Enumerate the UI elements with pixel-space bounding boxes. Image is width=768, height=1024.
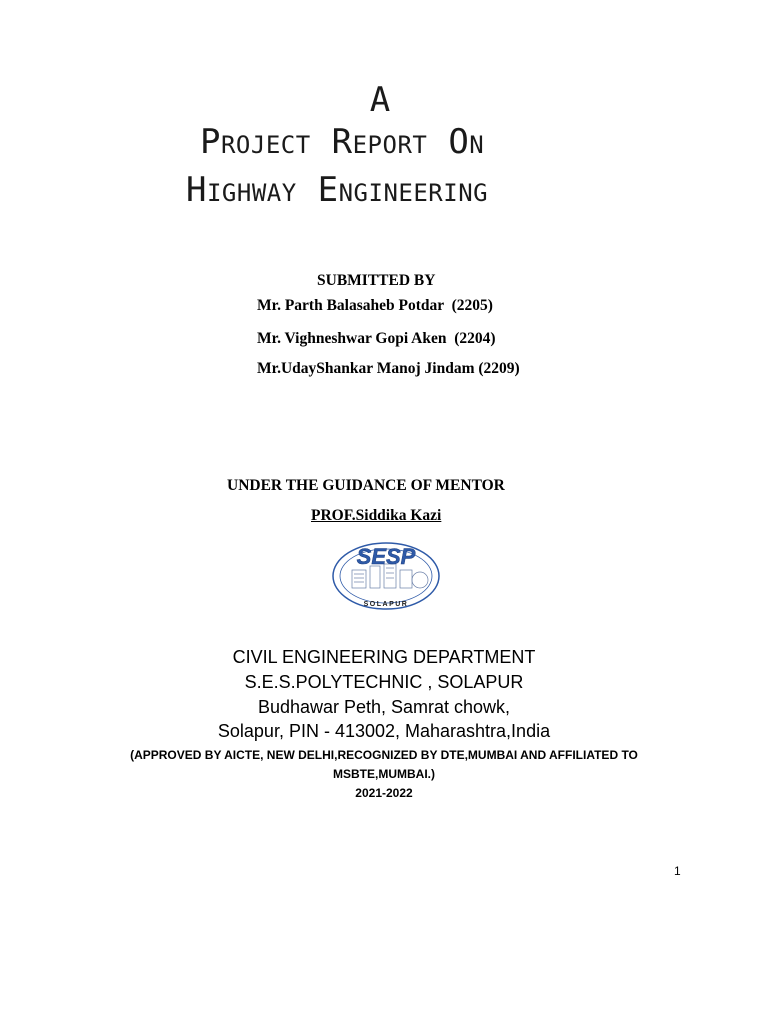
member-2: Mr. Vighneshwar Gopi Aken (2204) xyxy=(257,330,496,347)
college-logo xyxy=(330,540,442,612)
approval-line-1: (APPROVED BY AICTE, NEW DELHI,RECOGNIZED BY DTE,MUMBAI AND AFFILIATED TO xyxy=(130,748,638,762)
academic-year: 2021-2022 xyxy=(355,786,413,800)
logo-text-solapur: SOLAPUR xyxy=(363,601,409,608)
title-line-1: Project Report On xyxy=(200,122,485,162)
title-article: A xyxy=(369,80,391,120)
title-line-2: Highway Engineering xyxy=(186,170,489,210)
logo-text-sesp: SESP xyxy=(356,544,416,569)
submitted-by-heading: SUBMITTED BY xyxy=(317,272,436,289)
address-line-1: Budhawar Peth, Samrat chowk, xyxy=(257,697,511,717)
department-name: CIVIL ENGINEERING DEPARTMENT xyxy=(232,647,536,667)
address-line-2: Solapur, PIN - 413002, Maharashtra,India xyxy=(217,721,551,741)
approval-line-2: MSBTE,MUMBAI.) xyxy=(333,767,435,781)
member-3: Mr.UdayShankar Manoj Jindam (2209) xyxy=(257,360,520,377)
guidance-heading: UNDER THE GUIDANCE OF MENTOR xyxy=(227,477,505,494)
mentor-name: PROF.Siddika Kazi xyxy=(311,507,442,524)
member-1: Mr. Parth Balasaheb Potdar (2205) xyxy=(257,297,493,314)
page-number: 1 xyxy=(674,864,681,878)
college-name: S.E.S.POLYTECHNIC , SOLAPUR xyxy=(244,672,524,692)
